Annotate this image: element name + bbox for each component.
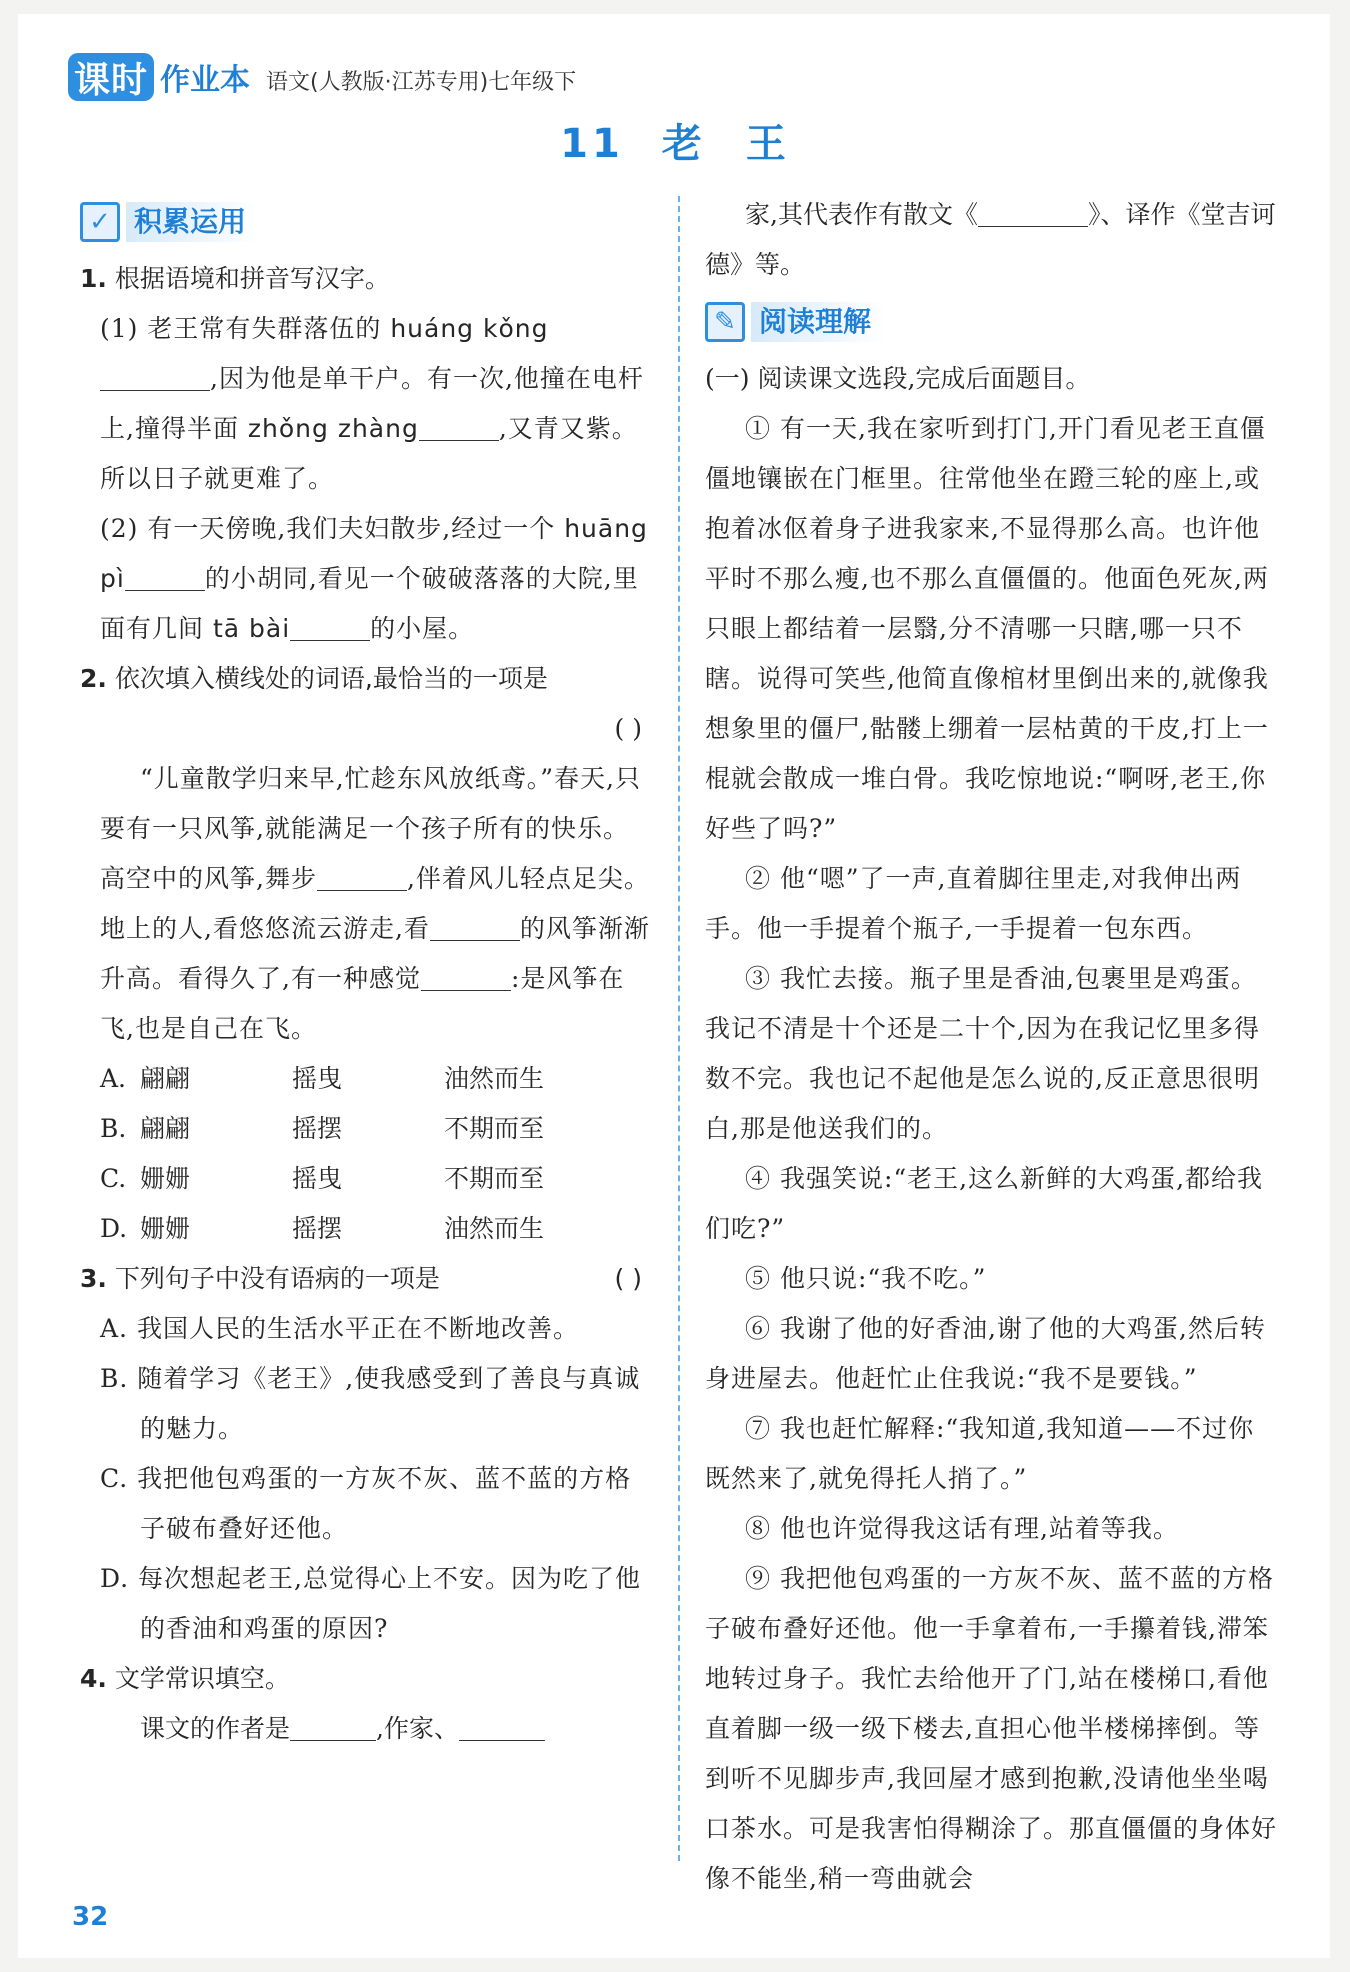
question-2-stem: 2. 依次填入横线处的词语,最恰当的一项是 — [80, 664, 548, 693]
section-header-reading — [705, 296, 1280, 348]
answer-blank[interactable] — [978, 198, 1088, 227]
option-c[interactable]: C. 姗姗 摇曳 不期而至 — [100, 1164, 545, 1193]
reading-paragraph: ⑤ 他只说:“我不吃。” — [745, 1264, 987, 1293]
answer-blank[interactable] — [100, 362, 210, 391]
option-b[interactable]: B. 翩翩 摇摆 不期而至 — [100, 1114, 545, 1143]
question-1-stem: 1. 根据语境和拼音写汉字。 — [80, 264, 390, 293]
question-4-continued: 家,其代表作有散文《 》、译作《堂吉诃德》等。 — [705, 200, 1276, 279]
reading-paragraph: ⑥ 我谢了他的好香油,谢了他的大鸡蛋,然后转身进屋去。他赶忙止住我说:“我不是要钱。” — [705, 1314, 1266, 1393]
section-title: 积累运用 — [126, 202, 260, 242]
lesson-title-char-2: 王 — [745, 121, 790, 167]
answer-paren[interactable]: ( ) — [614, 1264, 642, 1293]
reading-paragraph: ④ 我强笑说:“老王,这么新鲜的大鸡蛋,都给我们吃?” — [705, 1164, 1264, 1243]
right-column — [705, 190, 1280, 1904]
answer-blank[interactable] — [317, 862, 407, 891]
answer-blank[interactable] — [290, 612, 370, 641]
option-b[interactable]: B. 随着学习《老王》,使我感受到了善良与真诚的魅力。 — [100, 1364, 641, 1443]
section-title: 阅读理解 — [751, 302, 885, 342]
option-a[interactable]: A. 翩翩 摇曳 油然而生 — [100, 1064, 545, 1093]
brand-name: 作业本 — [160, 63, 251, 98]
question-3-stem: 3. 下列句子中没有语病的一项是 ( ) — [80, 1254, 650, 1304]
option-c[interactable]: C. 我把他包鸡蛋的一方灰不灰、蓝不蓝的方格子破布叠好还他。 — [100, 1464, 632, 1543]
brand-logo: 课时 — [68, 53, 154, 101]
answer-blank[interactable] — [125, 562, 205, 591]
question-4-line: 课文的作者是 ,作家、 — [80, 1704, 650, 1754]
reading-intro: (一) 阅读课文选段,完成后面题目。 — [705, 364, 1091, 393]
lesson-title — [0, 112, 1350, 169]
option-d[interactable]: D. 姗姗 摇摆 油然而生 — [100, 1214, 545, 1243]
reading-paragraph: ⑨ 我把他包鸡蛋的一方灰不灰、蓝不蓝的方格子破布叠好还他。他一手拿着布,一手攥着钱,滞笨地转过身子。我忙去给他开了门,站在楼梯口,看他直着脚一级一级下楼去,直担心他半楼梯摔倒。等到听不见脚步声,我回屋才感到抱歉,没请他坐坐喝口茶水。可是我害怕得糊涂了。那直僵僵的身体好像不能坐,稍一弯曲就会 — [705, 1564, 1278, 1893]
question-4-stem: 4. 文学常识填空。 — [80, 1664, 290, 1693]
lesson-number: 11 — [560, 121, 624, 167]
answer-blank[interactable] — [459, 1712, 545, 1741]
subject-label: 语文(人教版·江苏专用)七年级下 — [266, 69, 577, 95]
reading-paragraph: ② 他“嗯”了一声,直着脚往里走,对我伸出两手。他一手提着个瓶子,一手提着一包东西。 — [705, 864, 1242, 943]
section-header-accumulate — [80, 196, 650, 248]
page-number: 32 — [72, 1902, 109, 1932]
answer-blank[interactable] — [430, 912, 520, 941]
option-a[interactable]: A. 我国人民的生活水平正在不断地改善。 — [100, 1314, 579, 1343]
answer-blank[interactable] — [290, 1712, 376, 1741]
reading-paragraph: ③ 我忙去接。瓶子里是香油,包裹里是鸡蛋。我记不清是十个还是二十个,因为在我记忆里多得数不完。我也记不起他是怎么说的,反正意思很明白,那是他送我们的。 — [705, 964, 1260, 1143]
left-column — [80, 190, 650, 1754]
question-2-passage: “儿童散学归来早,忙趁东风放纸鸢。”春天,只要有一只风筝,就能满足一个孩子所有的快乐。高空中的风筝,舞步 ,伴着风儿轻点足尖。地上的人,看悠悠流云游走,看 的风筝渐渐升高。看得久了,有一种感觉 :是风筝在飞,也是自己在飞。 — [100, 764, 650, 1043]
answer-blank[interactable] — [421, 962, 511, 991]
question-1-item-1: (1) 老王常有失群落伍的 huáng kǒng,因为他是单干户。有一次,他撞在电杆上,撞得半面 zhǒng zhàng ,又青又紫。所以日子就更难了。 — [100, 314, 644, 493]
header-brand — [68, 50, 576, 104]
check-icon: ✓ — [80, 202, 120, 242]
answer-paren[interactable]: ( ) — [614, 714, 642, 743]
answer-blank[interactable] — [419, 412, 499, 441]
reading-paragraph: ⑧ 他也许觉得我这话有理,站着等我。 — [745, 1514, 1179, 1543]
column-divider — [678, 196, 680, 1861]
lesson-title-char-1: 老 — [661, 121, 706, 167]
reading-paragraph: ① 有一天,我在家听到打门,开门看见老王直僵僵地镶嵌在门框里。往常他坐在蹬三轮的座上,或抱着冰伛着身子进我家来,不显得那么高。也许他平时不那么瘦,也不那么直僵僵的。他面色死灰,两只眼上都结着一层翳,分不清哪一只瞎,哪一只不瞎。说得可笑些,他简直像棺材里倒出来的,就像我想象里的僵尸,骷髅上绷着一层枯黄的干皮,打上一棍就会散成一堆白骨。我吃惊地说:“啊呀,老王,你好些了吗?” — [705, 414, 1269, 843]
reading-paragraph: ⑦ 我也赶忙解释:“我知道,我知道——不过你既然来了,就免得托人捎了。” — [705, 1414, 1255, 1493]
option-d[interactable]: D. 每次想起老王,总觉得心上不安。因为吃了他的香油和鸡蛋的原因? — [100, 1564, 641, 1643]
pencil-icon: ✎ — [705, 302, 745, 342]
question-1-item-2: (2) 有一天傍晚,我们夫妇散步,经过一个 huāng pì 的小胡同,看见一个破破落落的大院,里面有几间 tā bài 的小屋。 — [100, 514, 648, 643]
